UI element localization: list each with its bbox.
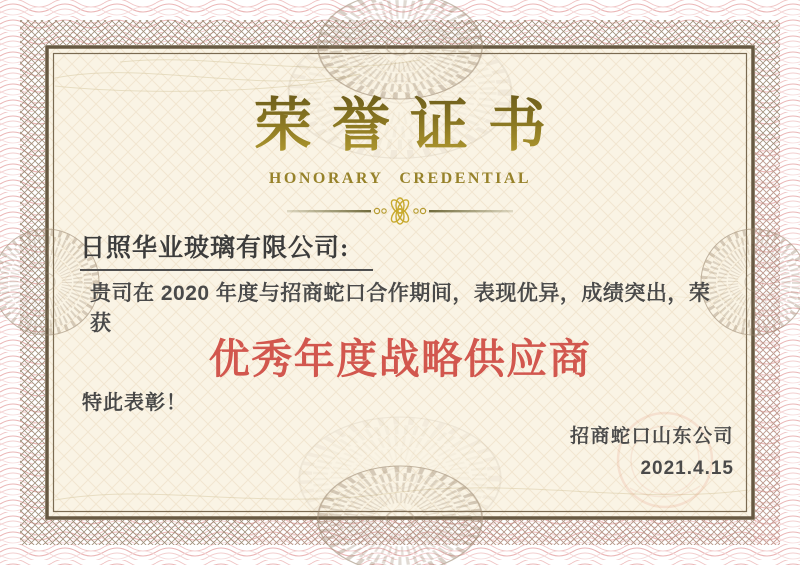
issue-date: 2021.4.15	[640, 458, 734, 479]
signature-block	[570, 421, 734, 480]
recipient-name: 日照华业玻璃有限公司:	[80, 228, 373, 271]
citation-text: 贵司在 2020 年度与招商蛇口合作期间，表现优异，成绩突出，荣获	[90, 282, 711, 335]
closing-remark: 特此表彰！	[82, 392, 187, 414]
certificate-title: 荣誉证书	[0, 94, 800, 158]
award-title: 优秀年度战略供应商	[208, 336, 592, 382]
certificate-subtitle: HONORARY CREDENTIAL	[268, 170, 532, 187]
divider-ornament	[285, 197, 515, 225]
issuer-name: 招商蛇口山东公司	[569, 426, 734, 447]
